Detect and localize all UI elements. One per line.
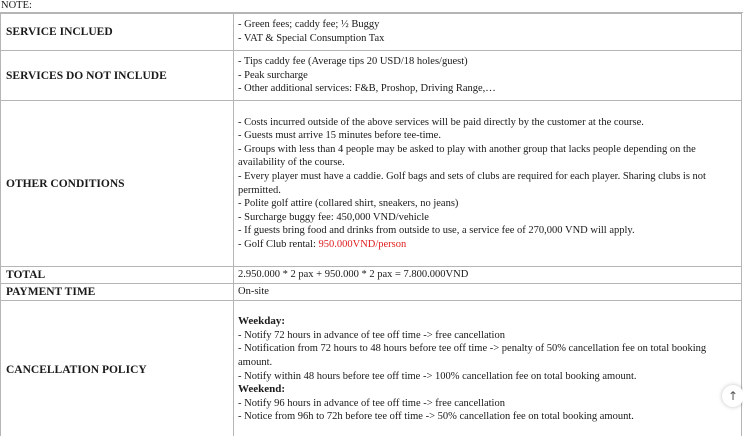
payment-time-value: On-site	[234, 284, 742, 301]
terms-table	[0, 13, 742, 436]
row-label: SERVICES DO NOT INCLUDE	[1, 51, 234, 101]
table-row	[1, 51, 742, 101]
content-line: availability of the course.	[238, 157, 345, 169]
club-rental-prefix: - Golf Club rental:	[238, 238, 319, 250]
content-line: - Costs incurred outside of the above services will be paid directly by the customer at the course.	[238, 116, 644, 128]
club-rental-line	[238, 238, 738, 252]
total-value: 2.950.000 * 2 pax + 950.000 * 2 pax = 7.800.000VND	[234, 267, 742, 284]
content-line: - Groups with less than 4 people may be asked to play with another group that lacks people depending on the	[238, 143, 696, 155]
content-line: - Notify 72 hours in advance of tee off time -> free cancellation	[238, 329, 505, 341]
row-content	[234, 301, 742, 436]
table-row	[1, 267, 742, 284]
note-heading: NOTE:	[0, 0, 743, 13]
content-line: - Surcharge buggy fee: 450,000 VND/vehicle	[238, 211, 429, 223]
row-label: TOTAL	[1, 267, 234, 284]
table-row	[1, 101, 742, 267]
content-line: - Notification from 72 hours to 48 hours before tee off time -> penalty of 50% cancellation fee on total booking	[238, 343, 707, 355]
content-line: - Tips caddy fee (Average tips 20 USD/18 holes/guest)	[238, 56, 468, 68]
weekend-heading: Weekend:	[238, 383, 286, 396]
row-label: OTHER CONDITIONS	[1, 101, 234, 267]
content-line: - Notify within 48 hours before tee off time -> 100% cancellation fee on total booking amount.	[238, 370, 637, 382]
content-line: - Peak surcharge	[238, 69, 308, 81]
content-line: - Guests must arrive 15 minutes before tee-time.	[238, 130, 441, 142]
row-label: PAYMENT TIME	[1, 284, 234, 301]
row-label: SERVICE INCLUED	[1, 14, 234, 51]
content-line: amount.	[238, 356, 273, 368]
table-row	[1, 14, 742, 51]
content-line: - Other additional services: F&B, Proshop, Driving Range,…	[238, 83, 496, 95]
content-line: - Polite golf attire (collared shirt, sneakers, no jeans)	[238, 198, 459, 210]
table-row	[1, 301, 742, 436]
content-line: - Every player must have a caddie. Golf bags and sets of clubs are required for each player. Sharing clubs is not	[238, 170, 706, 182]
weekday-heading: Weekday:	[238, 315, 286, 328]
arrow-up-icon: ↑	[727, 389, 739, 403]
content-line: - Notify 96 hours in advance of tee off time -> free cancellation	[238, 397, 505, 409]
table-row	[1, 284, 742, 301]
club-rental-price: 950.000VND/person	[318, 238, 407, 250]
content-line: - VAT & Special Consumption Tax	[238, 33, 385, 44]
row-content	[234, 51, 742, 101]
content-line: - Notice from 96h to 72h before tee off time -> 50% cancellation fee on total booking amount.	[238, 411, 634, 423]
content-line: - Green fees; caddy fee; ½ Buggy	[238, 19, 380, 31]
row-label: CANCELLATION POLICY	[1, 301, 234, 436]
row-content	[234, 101, 742, 267]
row-content	[234, 14, 742, 51]
scroll-to-top-button[interactable]	[722, 385, 743, 407]
content-line: permitted.	[238, 184, 281, 196]
content-line: - If guests bring food and drinks from outside to use, a service fee of 270,000 VND will apply.	[238, 225, 635, 237]
